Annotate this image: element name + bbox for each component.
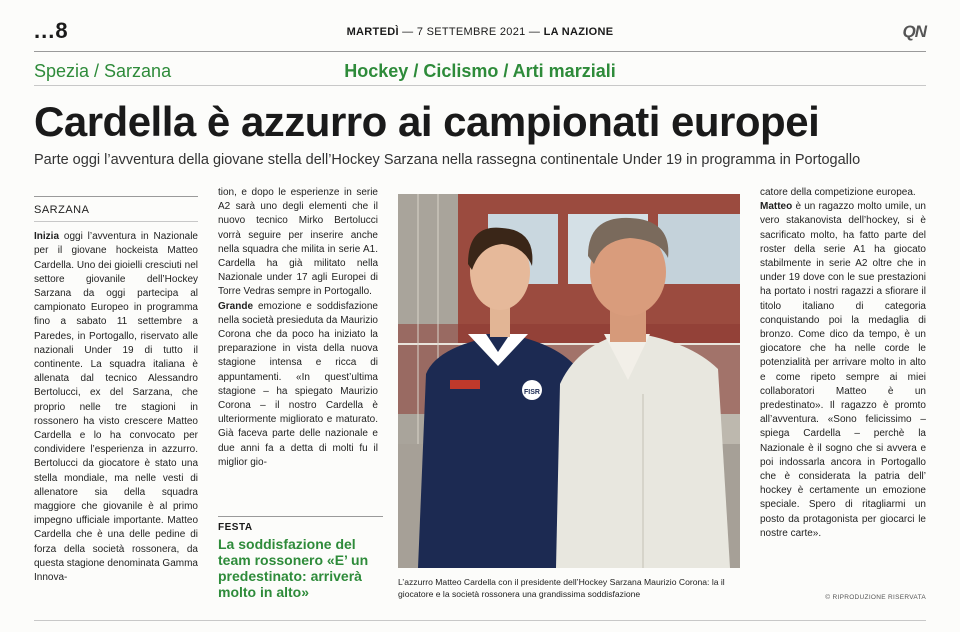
article-paragraph: tion, e dopo le esperienze in serie A2 sarà uno degli elementi che il nuovo tecnico Mirko Bertolucci vorrà seguire per inserire anche nella squadra che milita in serie A1. Cardella ha già militato nella Nazionale under 17 agli Europei di Torre Vedras sempre in Portogallo. <box>218 187 378 298</box>
newspaper-name: LA NAZIONE <box>543 26 614 38</box>
lead-word: Grande <box>218 300 254 312</box>
shirt-badge: FISR <box>524 389 540 396</box>
article-column-1 <box>34 196 198 585</box>
lead-word: Matteo <box>760 201 793 213</box>
day-label: MARTEDÌ <box>346 26 399 38</box>
masthead-bar <box>34 14 926 52</box>
section-topic: Hockey / Ciclismo / Arti marziali <box>344 61 616 81</box>
section-bar <box>34 58 926 86</box>
qn-logo: QN <box>902 22 926 41</box>
article-paragraph: catore della competizione europea. <box>760 187 916 198</box>
paragraph-text: oggi l’avventura in Nazionale per il giovane hockeista Matteo Cardella. Uno dei gioielli cresciuti nel settore giovanile dell’Hockey Sarzana da oggi partecipa al campionato Europeo in programma fino a sabato 11 settembre a Paredes, in Portogallo, riservato alle nazionali Under 19 di tutto il continente. La squadra italiana è allenata dal tecnico Alessandro Bertolucci, ex del Sarzana, che proprio nelle tre stagioni in rossonero ha visto crescere Matteo Cardella e lo ha convocato per condividere l’esperienza in azzurro. Bertolucci da giocatore è stato una stella mondiale, ma nelle vesti di allenatore sia della squadra maggiore che giovanile è al primo impegno ufficiale importante. Matteo Cardella che è una delle pedine di forza della società rossonera, da questa stagione denominata Gamma Innova- <box>34 231 198 584</box>
bottom-rule <box>34 620 926 621</box>
paragraph-text: è un ragazzo molto umile, un vero stakanovista dell’hockey, si è sacrificato molto, ha fatto parte del roster della serie A1 ha giocato stabilmente in serie A2 oltre che in under 19 dove con le sue prestazioni ha portato i nostri ragazzi a sfiorare il titolo italiano di categoria conquistando poi la medaglia di bronzo. Come dico da tempo, è un giocatore che ha nelle corde le potenzialità per arrivare molto in alto e come ripeto sempre ai miei collaboratori Matteo è un predestinato». Il ragazzo è promto all’avventura. «Sono felicissimo – spiega Cardella – perchè la Nazionale è il sogno che si avvera e poi indossarla ancora in Portogallo che è considerata la patria dell’ hockey è certamente un emozione speciale. Spero di ritagliarmi un posto da protagonista per giocarci le nostre carte». <box>760 201 926 539</box>
sidebar-title: La soddisfazione del team rossonero «E’ un predestinato: arriverà molto in alto» <box>218 536 369 600</box>
sidebar-kicker: FESTA <box>218 522 253 533</box>
article-dateline: SARZANA <box>34 196 198 222</box>
dateline <box>34 26 926 38</box>
photo-illustration <box>398 194 740 568</box>
page-number: ...8 <box>34 18 69 43</box>
article-photo <box>398 194 740 568</box>
article-column-2 <box>218 186 378 470</box>
copyright-notice: © RIPRODUZIONE RISERVATA <box>825 594 926 601</box>
lead-word: Inizia <box>34 231 60 243</box>
paragraph-text: emozione e soddisfazione nella società presieduta da Maurizio Corona che da poco ha iniziato la preparazione in vista della nuova stagione intensa e ricca di appuntamenti. «In quest’ultima stagione – ha spiegato Maurizio Corona – il nostro Cardella è ulteriormente migliorato e maturato. Già faceva parte delle nazionale e due anni fa a detta di molti fu il miglior gio- <box>218 300 378 468</box>
subheadline: Parte oggi l’avventura della giovane stella dell’Hockey Sarzana nella rassegna continentale Under 19 in programma in Portogallo <box>34 152 861 168</box>
article-paragraph <box>218 300 378 470</box>
sidebar-box <box>218 516 383 600</box>
article-paragraph <box>760 200 926 541</box>
photo-caption: L’azzurro Matteo Cardella con il presidente dell’Hockey Sarzana Maurizio Corona: la il giocatore e la società rossonera una grandissima soddisfazione <box>398 577 725 599</box>
date-label: — 7 SETTEMBRE 2021 — <box>402 26 541 38</box>
article-paragraph <box>34 230 198 585</box>
section-location: Spezia / Sarzana <box>34 61 172 81</box>
headline: Cardella è azzurro ai campionati europei <box>34 98 820 145</box>
article-column-3 <box>760 186 926 541</box>
